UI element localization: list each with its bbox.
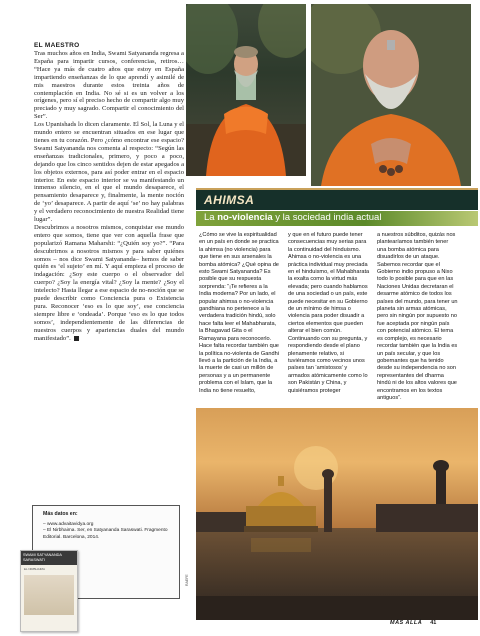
page-footer [390, 620, 436, 626]
page-number: 41 [430, 620, 437, 626]
paragraph-3 [34, 224, 184, 343]
subtitle-bold: no-violencia [217, 212, 273, 223]
paragraph-2: Los Upanishads lo dicen claramente. El Sol, la Luna y el mundo entero se encuentran situados en ese lugar que tienes en tu corazón. Pero ¿cómo encontrar ese espacio? Swami Satyananda nos comenta al respecto: “Según las enseñanzas tradicionales, primero, y poco a poco, dejando que los cinco sentidos dejen de estar apegados a los objetos externos, para así poder entrar en el espacio interior. En este espacio interior se va manifestando un inmenso silencio, en el que el mundo desaparece, el pensamiento desaparece y, finalmente, la mente noción de ‘yo’ desaparece. A partir de aquí ‘se’ no hay palabras y el verdadero reconocimiento de nuestra Realidad tiene lugar”. [34, 121, 184, 224]
book-title: EL NIRBHAIMA [24, 567, 46, 571]
subtitle-post: y la sociedad india actual [272, 212, 382, 223]
left-body-text [34, 50, 184, 343]
info-line-book: – El Nirbhaima. Ser, en Satyananda Saraswati. Fragmento Editorial. Barcelona, 2014. [43, 528, 168, 540]
photo-swami-portrait [311, 4, 471, 186]
book-author: SWAMI SATYANANDA SARASWATI [21, 551, 77, 565]
paragraph-3-text: Descubrimos a nosotros mismos, conquistar ese mundo entero que somos, tiene que ver con aquella frase que popularizó Ramana Maharshi: “¿Quién soy yo?”. “Para descubrirnos a nosotros mismos y para saber quiénes somos – nos dice Swami Satyananda– hemos de saber quién es ‘el sujeto’ en mí. Y aquí empieza el proceso de indagación: ¿Soy este cuerpo o el observador del cuerpo? ¿Soy la energía vital? ¿Soy la mente? ¿Soy el intelecto? Hasta llegar a ese espacio de no-noción que se puede describir como Conciencia pura o Existencia pura. Reconocer ‘eso es lo que soy’, ese conciencia siempre libre e ‘ondeada’. Porque ‘eso es lo que todos somos’, independientemente de las diferencias de nuestros cuerpos y apariencias duales del mundo manifestado”. [34, 223, 184, 342]
paragraph-1: Tras muchos años en India, Swami Satyananda regresa a España para impartir cursos, conferencias, retiros… “Hace ya más de cuatro años que estoy en España impartiendo enseñanzas de lo que aprendí y asimilé de mis maestros durante estos treinta años de contemplación en India. No sé si es un volver a los orígenes, pero sí el preciso hecho de compartir algo muy preciado y muy sagrado. Compartir el conocimiento del Ser”. [34, 50, 184, 121]
info-line-website: – www.advaitavidya.org [43, 522, 94, 527]
ahimsa-column-1: ¿Cómo se vive la espiritualidad en un país en donde se practica la ahimsa (no violencia) para que tiene en sus arsenales la bomba atómica? ¿Qué opina de esto Swami Satyananda? Es posible que su respuesta sorprenda: “¡Te refieres a la India moderna? Por un lado, el popular ahimsa o no-violencia gandhiana no pertenece a la verdadera tradición hindú, solo hace falta leer el Mahabharata, la Bhagavad Gita o el Ramayana para reconocerlo. Hace falta recordar también que la política no-violenta de Gandhi llevó a la partición de la India, a la muerte de casi un millón de personas y a un permanente problema con el Islam, que la India no tiene resuelto, [199, 232, 279, 394]
book-cover-illustration [24, 575, 74, 615]
book-cover-image [20, 550, 78, 632]
subtitle-pre: La [204, 212, 218, 223]
ahimsa-subtitle [204, 212, 381, 223]
end-of-article-mark [74, 336, 79, 341]
photo-golden-temple [196, 408, 478, 620]
ahimsa-column-3: a nuestros súbditos, quizás nos plantearíamos también tener una bomba atómica para disuadirlos de un ataque. Sabemos recordar que el Gobierno indio propuso a Nixo todo lo posible para que en las Naciones Unidas decretaran el desarme atómico de todos los países del mundo, para tener un planeta sin armas atómicas, pero sin ningún por supuesto no fue aceptada por ningún país con potencial atómico. El tema es complejo, es necesario recordar también que la India es un país secular, y que los gobernantes que ha tenido desde su independencia no son representantes del dharma hindú ni de los altos valores que encontramos en los textos antiguos”. [377, 232, 458, 401]
ahimsa-header-bar [196, 188, 478, 210]
section-heading: EL MAESTRO [34, 42, 80, 49]
ahimsa-title: AHIMSA [204, 193, 255, 207]
info-box-title: Más datos en: [43, 511, 78, 517]
ahimsa-subtitle-bar [196, 211, 478, 226]
ahimsa-column-2: y que en el futuro puede tener consecuencias muy serias para la continuidad del hinduismo. Ahimsa o no-violencia es una práctica individual muy preciada en el hinduismo, el Mahabharata la exalta como la virtud más elevada; pero cuando hablamos de una sociedad o un país, este puede necesitar en su Gobierno de un mínimo de himsa o violencia para poder disuadir a ciertos elementos que pueden alterar el bien común. Continuando con su pregunta, y respondiendo desde el plano plenamente relativo, si tuviéramos como vecinos unos países tan ‘amistosos’ y armados atómicamente como lo son Pakistán y China, y quisiéramos proteger [288, 232, 370, 394]
left-article-column [34, 42, 184, 343]
photo-credit: RAEFE [185, 574, 189, 586]
info-box-lines [43, 522, 175, 541]
magazine-name: MÁS ALLÁ [390, 620, 423, 626]
photo-swami-seated [186, 4, 306, 176]
